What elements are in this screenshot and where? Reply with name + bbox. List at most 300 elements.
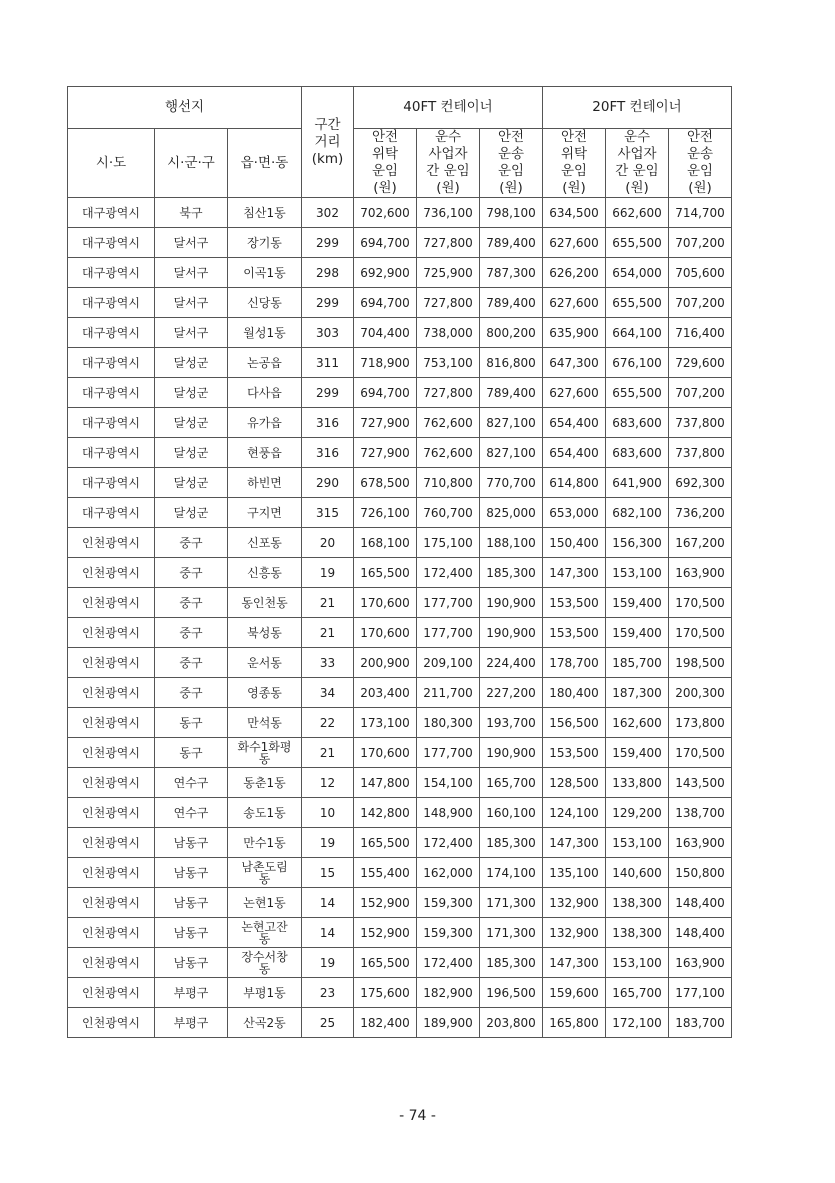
cell-eupmyeondong: 화수1화평 동: [228, 738, 302, 768]
cell-40ft-safe-transport: 174,100: [480, 858, 543, 888]
cell-20ft-safe-transport: 150,800: [669, 858, 732, 888]
header-sigungu: 시·군·구: [155, 129, 228, 198]
cell-20ft-safe-consign: 180,400: [543, 678, 606, 708]
cell-20ft-carrier: 153,100: [606, 948, 669, 978]
cell-20ft-safe-consign: 635,900: [543, 318, 606, 348]
cell-40ft-carrier: 172,400: [417, 558, 480, 588]
cell-40ft-safe-consign: 173,100: [354, 708, 417, 738]
cell-sido: 대구광역시: [68, 348, 155, 378]
table-row: [68, 738, 732, 768]
cell-eupmyeondong: 북성동: [228, 618, 302, 648]
cell-20ft-safe-consign: 178,700: [543, 648, 606, 678]
cell-20ft-safe-consign: 627,600: [543, 288, 606, 318]
cell-eupmyeondong: 다사읍: [228, 378, 302, 408]
cell-eupmyeondong: 논공읍: [228, 348, 302, 378]
cell-20ft-carrier: 187,300: [606, 678, 669, 708]
cell-20ft-carrier: 676,100: [606, 348, 669, 378]
cell-40ft-safe-transport: 193,700: [480, 708, 543, 738]
cell-distance: 10: [302, 798, 354, 828]
cell-40ft-carrier: 159,300: [417, 918, 480, 948]
cell-20ft-safe-transport: 737,800: [669, 438, 732, 468]
cell-40ft-safe-transport: 185,300: [480, 558, 543, 588]
cell-sido: 인천광역시: [68, 978, 155, 1008]
cell-sigungu: 동구: [155, 708, 228, 738]
cell-20ft-carrier: 159,400: [606, 738, 669, 768]
cell-40ft-carrier: 738,000: [417, 318, 480, 348]
table-row: [68, 678, 732, 708]
cell-20ft-carrier: 140,600: [606, 858, 669, 888]
cell-eupmyeondong: 남촌도림 동: [228, 858, 302, 888]
header-40ft-safe-consign: 안전 위탁 운임 (원): [354, 129, 417, 198]
table-row: [68, 558, 732, 588]
cell-sigungu: 달서구: [155, 288, 228, 318]
cell-sigungu: 북구: [155, 198, 228, 228]
page-number: - 74 -: [399, 1108, 436, 1124]
cell-40ft-safe-transport: 770,700: [480, 468, 543, 498]
cell-sido: 인천광역시: [68, 528, 155, 558]
cell-20ft-safe-transport: 692,300: [669, 468, 732, 498]
cell-20ft-safe-transport: 148,400: [669, 888, 732, 918]
cell-40ft-carrier: 725,900: [417, 258, 480, 288]
cell-40ft-safe-transport: 227,200: [480, 678, 543, 708]
cell-20ft-safe-consign: 634,500: [543, 198, 606, 228]
cell-sigungu: 달성군: [155, 468, 228, 498]
cell-40ft-safe-consign: 678,500: [354, 468, 417, 498]
cell-distance: 34: [302, 678, 354, 708]
cell-eupmyeondong: 동인천동: [228, 588, 302, 618]
cell-20ft-carrier: 159,400: [606, 618, 669, 648]
cell-40ft-safe-transport: 825,000: [480, 498, 543, 528]
table-row: [68, 978, 732, 1008]
cell-distance: 19: [302, 828, 354, 858]
cell-sigungu: 달성군: [155, 408, 228, 438]
cell-distance: 25: [302, 1008, 354, 1038]
table-row: [68, 408, 732, 438]
cell-sido: 대구광역시: [68, 288, 155, 318]
cell-distance: 302: [302, 198, 354, 228]
cell-sigungu: 중구: [155, 648, 228, 678]
cell-eupmyeondong: 구지면: [228, 498, 302, 528]
cell-20ft-carrier: 153,100: [606, 828, 669, 858]
cell-40ft-safe-consign: 727,900: [354, 408, 417, 438]
cell-20ft-carrier: 664,100: [606, 318, 669, 348]
cell-20ft-safe-transport: 143,500: [669, 768, 732, 798]
cell-distance: 19: [302, 558, 354, 588]
table-row: [68, 348, 732, 378]
cell-sido: 대구광역시: [68, 228, 155, 258]
table-row: [68, 888, 732, 918]
cell-20ft-safe-consign: 147,300: [543, 948, 606, 978]
cell-eupmyeondong: 장기동: [228, 228, 302, 258]
cell-20ft-carrier: 156,300: [606, 528, 669, 558]
cell-sigungu: 남동구: [155, 888, 228, 918]
cell-40ft-carrier: 727,800: [417, 378, 480, 408]
cell-eupmyeondong: 송도1동: [228, 798, 302, 828]
cell-sido: 대구광역시: [68, 378, 155, 408]
cell-sido: 인천광역시: [68, 648, 155, 678]
header-distance: 구간 거리 (km): [302, 87, 354, 198]
cell-sido: 인천광역시: [68, 918, 155, 948]
cell-sido: 인천광역시: [68, 768, 155, 798]
cell-40ft-safe-consign: 165,500: [354, 558, 417, 588]
cell-distance: 21: [302, 588, 354, 618]
cell-40ft-carrier: 760,700: [417, 498, 480, 528]
cell-distance: 22: [302, 708, 354, 738]
cell-sigungu: 중구: [155, 528, 228, 558]
cell-distance: 15: [302, 858, 354, 888]
cell-distance: 12: [302, 768, 354, 798]
cell-40ft-safe-transport: 203,800: [480, 1008, 543, 1038]
cell-40ft-carrier: 172,400: [417, 948, 480, 978]
cell-sido: 인천광역시: [68, 708, 155, 738]
cell-20ft-safe-transport: 170,500: [669, 618, 732, 648]
cell-sigungu: 남동구: [155, 918, 228, 948]
cell-40ft-safe-transport: 789,400: [480, 288, 543, 318]
cell-40ft-carrier: 182,900: [417, 978, 480, 1008]
cell-20ft-carrier: 129,200: [606, 798, 669, 828]
cell-sigungu: 남동구: [155, 828, 228, 858]
cell-distance: 299: [302, 288, 354, 318]
table-row: [68, 258, 732, 288]
cell-sido: 대구광역시: [68, 438, 155, 468]
table-row: [68, 468, 732, 498]
cell-sigungu: 달성군: [155, 498, 228, 528]
cell-sido: 인천광역시: [68, 738, 155, 768]
cell-20ft-carrier: 683,600: [606, 438, 669, 468]
table-row: [68, 318, 732, 348]
cell-eupmyeondong: 만수1동: [228, 828, 302, 858]
cell-20ft-safe-consign: 147,300: [543, 558, 606, 588]
cell-20ft-safe-transport: 716,400: [669, 318, 732, 348]
cell-40ft-safe-consign: 694,700: [354, 288, 417, 318]
cell-sigungu: 중구: [155, 678, 228, 708]
cell-40ft-safe-transport: 789,400: [480, 228, 543, 258]
cell-distance: 23: [302, 978, 354, 1008]
table-row: [68, 858, 732, 888]
cell-distance: 311: [302, 348, 354, 378]
cell-40ft-safe-transport: 190,900: [480, 588, 543, 618]
cell-eupmyeondong: 이곡1동: [228, 258, 302, 288]
cell-distance: 298: [302, 258, 354, 288]
cell-sido: 인천광역시: [68, 888, 155, 918]
cell-20ft-safe-transport: 705,600: [669, 258, 732, 288]
header-20ft-safe-consign: 안전 위탁 운임 (원): [543, 129, 606, 198]
cell-40ft-safe-consign: 170,600: [354, 738, 417, 768]
cell-sido: 인천광역시: [68, 588, 155, 618]
cell-sido: 인천광역시: [68, 678, 155, 708]
cell-eupmyeondong: 영종동: [228, 678, 302, 708]
cell-40ft-safe-consign: 147,800: [354, 768, 417, 798]
cell-eupmyeondong: 신포동: [228, 528, 302, 558]
cell-sido: 인천광역시: [68, 618, 155, 648]
cell-distance: 299: [302, 378, 354, 408]
cell-20ft-carrier: 153,100: [606, 558, 669, 588]
cell-eupmyeondong: 월성1동: [228, 318, 302, 348]
table-row: [68, 1008, 732, 1038]
header-eupmyeondong: 읍·면·동: [228, 129, 302, 198]
cell-20ft-safe-consign: 627,600: [543, 228, 606, 258]
cell-20ft-safe-transport: 167,200: [669, 528, 732, 558]
cell-20ft-safe-transport: 198,500: [669, 648, 732, 678]
table-row: [68, 828, 732, 858]
cell-40ft-safe-consign: 727,900: [354, 438, 417, 468]
header-20ft-carrier: 운수 사업자 간 운임 (원): [606, 129, 669, 198]
cell-distance: 14: [302, 888, 354, 918]
cell-sigungu: 부평구: [155, 1008, 228, 1038]
cell-40ft-safe-transport: 787,300: [480, 258, 543, 288]
cell-40ft-carrier: 177,700: [417, 588, 480, 618]
cell-40ft-carrier: 175,100: [417, 528, 480, 558]
cell-40ft-carrier: 177,700: [417, 618, 480, 648]
cell-20ft-safe-consign: 654,400: [543, 438, 606, 468]
cell-20ft-carrier: 165,700: [606, 978, 669, 1008]
cell-sigungu: 달서구: [155, 228, 228, 258]
cell-40ft-safe-consign: 165,500: [354, 828, 417, 858]
cell-40ft-safe-consign: 182,400: [354, 1008, 417, 1038]
cell-40ft-safe-consign: 726,100: [354, 498, 417, 528]
cell-40ft-safe-consign: 165,500: [354, 948, 417, 978]
table-row: [68, 618, 732, 648]
cell-distance: 21: [302, 618, 354, 648]
cell-40ft-safe-transport: 827,100: [480, 438, 543, 468]
cell-sido: 인천광역시: [68, 1008, 155, 1038]
cell-20ft-safe-transport: 183,700: [669, 1008, 732, 1038]
cell-sigungu: 달서구: [155, 318, 228, 348]
cell-sigungu: 남동구: [155, 858, 228, 888]
cell-sigungu: 남동구: [155, 948, 228, 978]
cell-distance: 19: [302, 948, 354, 978]
cell-distance: 20: [302, 528, 354, 558]
cell-40ft-safe-transport: 160,100: [480, 798, 543, 828]
table-row: [68, 648, 732, 678]
cell-20ft-carrier: 655,500: [606, 288, 669, 318]
cell-20ft-safe-consign: 156,500: [543, 708, 606, 738]
cell-20ft-safe-transport: 177,100: [669, 978, 732, 1008]
cell-distance: 316: [302, 438, 354, 468]
cell-20ft-safe-consign: 153,500: [543, 618, 606, 648]
cell-sido: 대구광역시: [68, 258, 155, 288]
header-destination: 행선지: [68, 87, 302, 129]
cell-distance: 316: [302, 408, 354, 438]
cell-sido: 인천광역시: [68, 948, 155, 978]
cell-40ft-carrier: 211,700: [417, 678, 480, 708]
cell-40ft-safe-consign: 168,100: [354, 528, 417, 558]
cell-sigungu: 연수구: [155, 768, 228, 798]
cell-20ft-safe-transport: 173,800: [669, 708, 732, 738]
cell-20ft-safe-transport: 714,700: [669, 198, 732, 228]
cell-40ft-carrier: 736,100: [417, 198, 480, 228]
cell-distance: 315: [302, 498, 354, 528]
cell-sigungu: 달성군: [155, 378, 228, 408]
table-row: [68, 498, 732, 528]
cell-sigungu: 중구: [155, 618, 228, 648]
freight-rate-table: [67, 86, 732, 1038]
cell-20ft-safe-consign: 132,900: [543, 918, 606, 948]
cell-40ft-safe-consign: 203,400: [354, 678, 417, 708]
cell-distance: 299: [302, 228, 354, 258]
cell-sido: 대구광역시: [68, 498, 155, 528]
cell-20ft-safe-consign: 153,500: [543, 588, 606, 618]
header-20ft-safe-transport: 안전 운송 운임 (원): [669, 129, 732, 198]
cell-40ft-carrier: 727,800: [417, 228, 480, 258]
cell-eupmyeondong: 현풍읍: [228, 438, 302, 468]
cell-20ft-carrier: 138,300: [606, 918, 669, 948]
header-20ft: 20FT 컨테이너: [543, 87, 732, 129]
cell-20ft-safe-consign: 654,400: [543, 408, 606, 438]
cell-40ft-carrier: 180,300: [417, 708, 480, 738]
cell-20ft-safe-consign: 159,600: [543, 978, 606, 1008]
cell-40ft-safe-transport: 171,300: [480, 888, 543, 918]
cell-40ft-safe-consign: 155,400: [354, 858, 417, 888]
cell-20ft-carrier: 641,900: [606, 468, 669, 498]
cell-40ft-safe-transport: 185,300: [480, 828, 543, 858]
cell-distance: 303: [302, 318, 354, 348]
cell-sigungu: 동구: [155, 738, 228, 768]
cell-40ft-safe-consign: 694,700: [354, 228, 417, 258]
cell-40ft-safe-transport: 224,400: [480, 648, 543, 678]
cell-20ft-safe-transport: 737,800: [669, 408, 732, 438]
cell-eupmyeondong: 운서동: [228, 648, 302, 678]
cell-40ft-safe-transport: 798,100: [480, 198, 543, 228]
cell-40ft-safe-consign: 175,600: [354, 978, 417, 1008]
cell-20ft-safe-transport: 138,700: [669, 798, 732, 828]
cell-40ft-safe-consign: 142,800: [354, 798, 417, 828]
table-body: [68, 198, 732, 1038]
cell-sido: 대구광역시: [68, 408, 155, 438]
cell-20ft-safe-transport: 707,200: [669, 288, 732, 318]
cell-eupmyeondong: 신흥동: [228, 558, 302, 588]
cell-sigungu: 부평구: [155, 978, 228, 1008]
table-row: [68, 798, 732, 828]
cell-sigungu: 달서구: [155, 258, 228, 288]
cell-40ft-safe-consign: 692,900: [354, 258, 417, 288]
cell-20ft-safe-consign: 147,300: [543, 828, 606, 858]
table-row: [68, 528, 732, 558]
cell-20ft-safe-transport: 729,600: [669, 348, 732, 378]
cell-eupmyeondong: 산곡2동: [228, 1008, 302, 1038]
cell-sigungu: 중구: [155, 558, 228, 588]
cell-sido: 인천광역시: [68, 858, 155, 888]
cell-40ft-safe-transport: 800,200: [480, 318, 543, 348]
cell-20ft-safe-transport: 163,900: [669, 948, 732, 978]
cell-40ft-carrier: 762,600: [417, 408, 480, 438]
cell-eupmyeondong: 동춘1동: [228, 768, 302, 798]
cell-40ft-safe-transport: 190,900: [480, 618, 543, 648]
table-row: [68, 438, 732, 468]
cell-40ft-safe-transport: 789,400: [480, 378, 543, 408]
header-40ft: 40FT 컨테이너: [354, 87, 543, 129]
cell-20ft-carrier: 185,700: [606, 648, 669, 678]
cell-20ft-safe-consign: 614,800: [543, 468, 606, 498]
cell-distance: 33: [302, 648, 354, 678]
cell-sido: 인천광역시: [68, 798, 155, 828]
cell-40ft-carrier: 172,400: [417, 828, 480, 858]
cell-20ft-safe-consign: 627,600: [543, 378, 606, 408]
cell-eupmyeondong: 만석동: [228, 708, 302, 738]
cell-40ft-carrier: 727,800: [417, 288, 480, 318]
cell-40ft-safe-transport: 171,300: [480, 918, 543, 948]
cell-40ft-safe-consign: 694,700: [354, 378, 417, 408]
cell-eupmyeondong: 침산1동: [228, 198, 302, 228]
cell-20ft-carrier: 172,100: [606, 1008, 669, 1038]
cell-eupmyeondong: 신당동: [228, 288, 302, 318]
cell-20ft-safe-transport: 170,500: [669, 588, 732, 618]
table-row: [68, 288, 732, 318]
cell-40ft-carrier: 762,600: [417, 438, 480, 468]
cell-20ft-safe-consign: 135,100: [543, 858, 606, 888]
table-row: [68, 708, 732, 738]
cell-40ft-carrier: 159,300: [417, 888, 480, 918]
cell-20ft-safe-transport: 148,400: [669, 918, 732, 948]
cell-40ft-carrier: 162,000: [417, 858, 480, 888]
cell-20ft-safe-transport: 170,500: [669, 738, 732, 768]
cell-sigungu: 달성군: [155, 438, 228, 468]
cell-eupmyeondong: 부평1동: [228, 978, 302, 1008]
cell-40ft-safe-consign: 200,900: [354, 648, 417, 678]
cell-40ft-safe-consign: 718,900: [354, 348, 417, 378]
cell-40ft-safe-transport: 185,300: [480, 948, 543, 978]
table-row: [68, 378, 732, 408]
cell-20ft-carrier: 662,600: [606, 198, 669, 228]
cell-40ft-safe-transport: 816,800: [480, 348, 543, 378]
table-row: [68, 198, 732, 228]
cell-20ft-carrier: 138,300: [606, 888, 669, 918]
cell-20ft-safe-consign: 132,900: [543, 888, 606, 918]
cell-20ft-carrier: 655,500: [606, 378, 669, 408]
cell-sigungu: 중구: [155, 588, 228, 618]
cell-20ft-safe-transport: 163,900: [669, 828, 732, 858]
cell-sido: 인천광역시: [68, 558, 155, 588]
table-row: [68, 228, 732, 258]
cell-distance: 21: [302, 738, 354, 768]
cell-40ft-safe-consign: 702,600: [354, 198, 417, 228]
cell-40ft-safe-consign: 152,900: [354, 888, 417, 918]
header-sido: 시·도: [68, 129, 155, 198]
cell-40ft-safe-transport: 827,100: [480, 408, 543, 438]
cell-20ft-safe-consign: 626,200: [543, 258, 606, 288]
cell-20ft-carrier: 159,400: [606, 588, 669, 618]
header-40ft-safe-transport: 안전 운송 운임 (원): [480, 129, 543, 198]
cell-sido: 대구광역시: [68, 468, 155, 498]
cell-eupmyeondong: 논현1동: [228, 888, 302, 918]
cell-sigungu: 달성군: [155, 348, 228, 378]
cell-40ft-safe-transport: 188,100: [480, 528, 543, 558]
cell-20ft-safe-consign: 647,300: [543, 348, 606, 378]
cell-40ft-safe-transport: 196,500: [480, 978, 543, 1008]
cell-40ft-safe-consign: 704,400: [354, 318, 417, 348]
cell-20ft-carrier: 133,800: [606, 768, 669, 798]
cell-20ft-safe-transport: 736,200: [669, 498, 732, 528]
cell-40ft-carrier: 753,100: [417, 348, 480, 378]
cell-eupmyeondong: 논현고잔 동: [228, 918, 302, 948]
cell-distance: 14: [302, 918, 354, 948]
cell-20ft-carrier: 683,600: [606, 408, 669, 438]
table-row: [68, 948, 732, 978]
cell-distance: 290: [302, 468, 354, 498]
cell-sigungu: 연수구: [155, 798, 228, 828]
cell-40ft-safe-consign: 152,900: [354, 918, 417, 948]
cell-sido: 대구광역시: [68, 318, 155, 348]
table-row: [68, 918, 732, 948]
cell-40ft-safe-consign: 170,600: [354, 588, 417, 618]
cell-eupmyeondong: 하빈면: [228, 468, 302, 498]
cell-eupmyeondong: 장수서창 동: [228, 948, 302, 978]
cell-20ft-safe-consign: 128,500: [543, 768, 606, 798]
cell-40ft-carrier: 710,800: [417, 468, 480, 498]
header-40ft-carrier: 운수 사업자 간 운임 (원): [417, 129, 480, 198]
cell-40ft-safe-transport: 165,700: [480, 768, 543, 798]
cell-sido: 인천광역시: [68, 828, 155, 858]
